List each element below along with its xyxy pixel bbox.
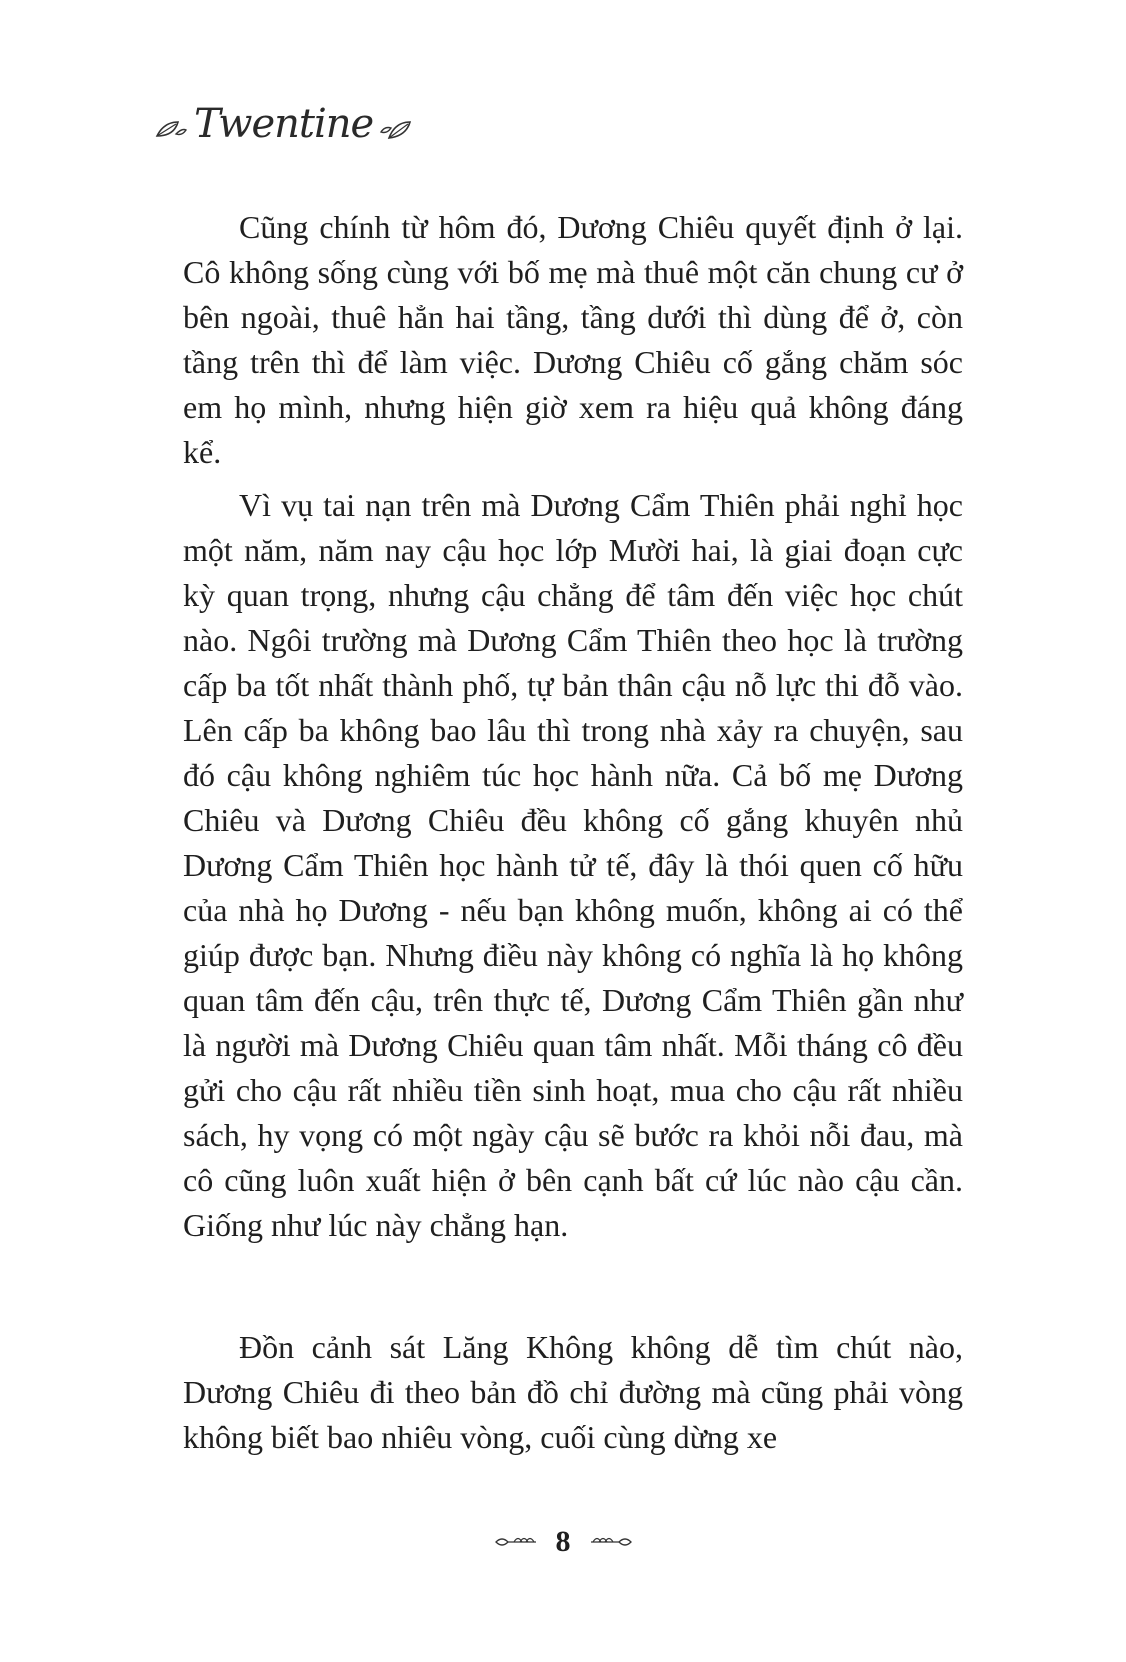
paragraph: Đồn cảnh sát Lăng Không không dễ tìm chút nào, Dương Chiêu đi theo bản đồ chỉ đường mà cũng phải vòng không biết bao nhiêu vòng, cuối cùng dừng xe bbox=[183, 1329, 963, 1455]
leaf-icon bbox=[154, 116, 188, 144]
body-text-continued bbox=[183, 1325, 963, 1468]
leaf-icon bbox=[379, 116, 413, 144]
page-number: 8 bbox=[555, 1525, 571, 1558]
body-text bbox=[183, 205, 963, 1256]
page-footer bbox=[0, 1525, 1126, 1559]
paragraph: Cũng chính từ hôm đó, Dương Chiêu quyết định ở lại. Cô không sống cùng với bố mẹ mà thuê một căn chung cư ở bên ngoài, thuê hẳn hai tầng, tầng dưới thì dùng để ở, còn tầng trên thì để làm việc. Dương Chiêu cố gắng chăm sóc em họ mình, nhưng hiện giờ xem ra hiệu quả không đáng kể. bbox=[183, 209, 963, 470]
book-author-title: Twentine bbox=[194, 101, 374, 147]
running-header bbox=[154, 100, 413, 160]
ornament-left-icon bbox=[494, 1533, 538, 1551]
paragraph: Vì vụ tai nạn trên mà Dương Cẩm Thiên phải nghỉ học một năm, năm nay cậu học lớp Mười hai, là giai đoạn cực kỳ quan trọng, nhưng cậu chẳng để tâm đến việc học chút nào. Ngôi trường mà Dương Cẩm Thiên theo học là trường cấp ba tốt nhất thành phố, tự bản thân cậu nỗ lực thi đỗ vào. Lên cấp ba không bao lâu thì trong nhà xảy ra chuyện, sau đó cậu không nghiêm túc học hành nữa. Cả bố mẹ Dương Chiêu và Dương Chiêu đều không cố gắng khuyên nhủ Dương Cẩm Thiên học hành tử tế, đây là thói quen cố hữu của nhà họ Dương - nếu bạn không muốn, không ai có thể giúp được bạn. Nhưng điều này không có nghĩa là họ không quan tâm đến cậu, trên thực tế, Dương Cẩm Thiên gần như là người mà Dương Chiêu quan tâm nhất. Mỗi tháng cô đều gửi cho cậu rất nhiều tiền sinh hoạt, mua cho cậu rất nhiều sách, hy vọng có một ngày cậu sẽ bước ra khỏi nỗi đau, mà cô cũng luôn xuất hiện ở bên cạnh bất cứ lúc nào cậu cần. Giống như lúc này chẳng hạn. bbox=[183, 487, 963, 1243]
ornament-right-icon bbox=[589, 1533, 633, 1551]
